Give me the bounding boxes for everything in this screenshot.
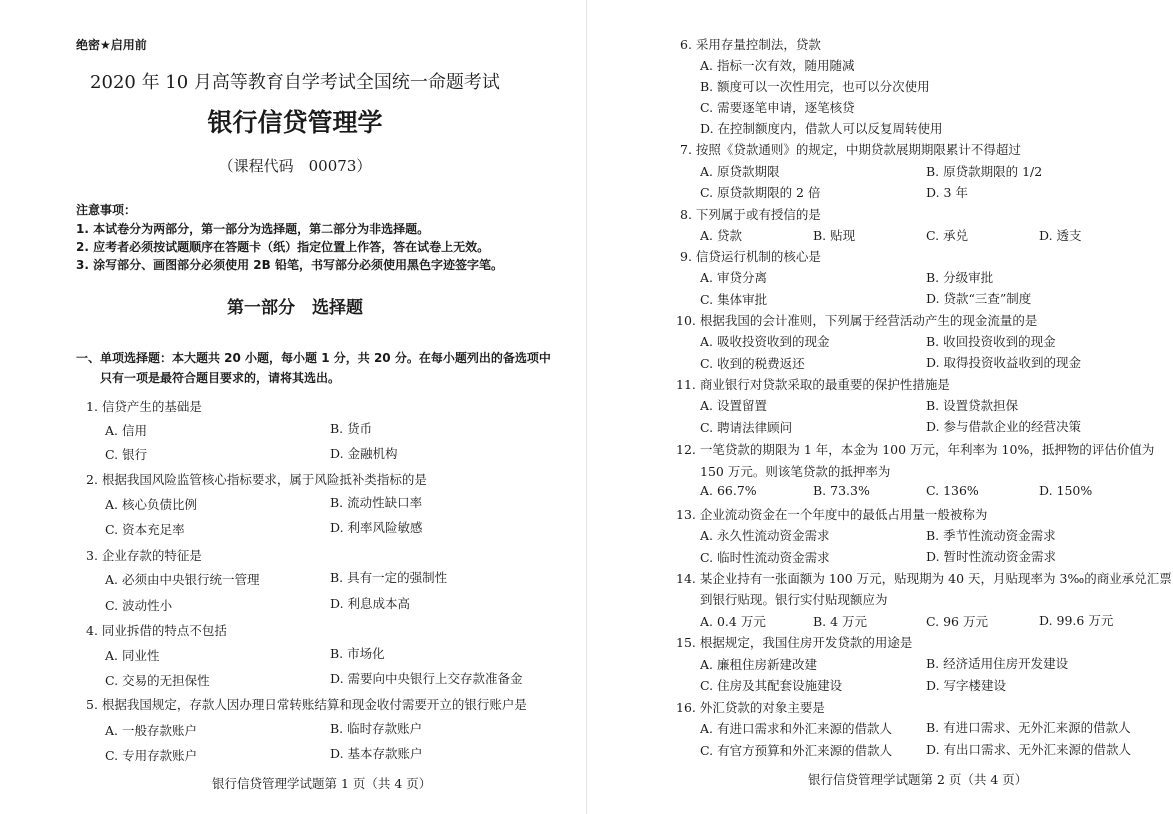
question-stem: 13. 企业流动资金在一个年度中的最低占用量一般被称为 (676, 507, 988, 522)
notice-item: 2. 应考者必须按试题顺序在答题卡（纸）指定位置上作答，答在试卷上无效。 (76, 240, 490, 254)
option: D. 有出口需求、无外汇来源的借款人 (926, 742, 1132, 757)
question-stem-continued: 到银行贴现。银行实付贴现额应为 (700, 592, 888, 607)
page-footer: 银行信贷管理学试题第 2 页（共 4 页） (808, 772, 1028, 787)
option: C. 有官方预算和外汇来源的借款人 (700, 743, 893, 758)
option: C. 需要逐笔申请，逐笔核贷 (700, 100, 855, 115)
option: D. 写字楼建设 (926, 678, 1007, 693)
option: D. 在控制额度内，借款人可以反复周转使用 (700, 121, 943, 136)
option: B. 季节性流动资金需求 (926, 528, 1056, 543)
option: C. 临时性流动资金需求 (700, 550, 830, 565)
exam-page-2 (590, 0, 1173, 814)
option: C. 聘请法律顾问 (700, 420, 793, 435)
option: C. 交易的无担保性 (105, 673, 210, 688)
option: A. 原贷款期限 (700, 164, 780, 179)
option: A. 66.7% (700, 483, 757, 498)
option: D. 基本存款账户 (330, 746, 423, 761)
option: B. 货币 (330, 421, 373, 436)
option: B. 贴现 (813, 228, 856, 243)
option: D. 透支 (1039, 228, 1082, 243)
option: C. 收到的税费返还 (700, 356, 805, 371)
section-instruction: 只有一项是最符合题目要求的，请将其选出。 (100, 371, 341, 385)
option: D. 暂时性流动资金需求 (926, 549, 1057, 564)
question-stem: 9. 信贷运行机制的核心是 (680, 249, 821, 264)
option: B. 73.3% (813, 483, 870, 498)
option: B. 有进口需求、无外汇来源的借款人 (926, 720, 1131, 735)
option: A. 必须由中央银行统一管理 (105, 572, 260, 587)
option: A. 永久性流动资金需求 (700, 528, 830, 543)
notice-item: 1. 本试卷分为两部分，第一部分为选择题，第二部分为非选择题。 (76, 222, 430, 236)
option: B. 额度可以一次性用完，也可以分次使用 (700, 79, 930, 94)
option: C. 住房及其配套设施建设 (700, 678, 843, 693)
question-stem: 15. 根据规定，我国住房开发贷款的用途是 (676, 635, 913, 650)
option: A. 一般存款账户 (105, 723, 197, 738)
option: A. 审贷分离 (700, 270, 767, 285)
option: B. 流动性缺口率 (330, 495, 423, 510)
question-stem: 12. 一笔贷款的期限为 1 年，本金为 100 万元，年利率为 10%，抵押物的评估价值为 (676, 442, 1155, 457)
option: A. 同业性 (105, 648, 160, 663)
question-stem: 14. 某企业持有一张面额为 100 万元，贴现期为 40 天，月贴现率为 3‰的商业承兑汇票 (676, 571, 1172, 586)
option: A. 设置留置 (700, 398, 767, 413)
option: C. 资本充足率 (105, 522, 185, 537)
option: D. 取得投资收益收到的现金 (926, 355, 1082, 370)
option: A. 信用 (105, 423, 147, 438)
question-stem: 8. 下列属于或有授信的是 (680, 207, 821, 222)
option: B. 收回投资收到的现金 (926, 334, 1056, 349)
question-stem: 11. 商业银行对贷款采取的最重要的保护性措施是 (676, 377, 950, 392)
option: D. 需要向中央银行上交存款准备金 (330, 671, 523, 686)
question-stem: 4. 同业拆借的特点不包括 (86, 623, 227, 638)
notice-title: 注意事项： (76, 203, 137, 217)
option: C. 136% (926, 483, 979, 498)
option: A. 有进口需求和外汇来源的借款人 (700, 721, 892, 736)
notice-item: 3. 涂写部分、画图部分必须使用 2B 铅笔，书写部分必须使用黑色字迹签字笔。 (76, 258, 503, 272)
option: D. 利息成本高 (330, 596, 411, 611)
option: B. 分级审批 (926, 270, 994, 285)
option: C. 原贷款期限的 2 倍 (700, 185, 821, 200)
option: B. 具有一定的强制性 (330, 570, 448, 585)
page-footer: 银行信贷管理学试题第 1 页（共 4 页） (212, 776, 432, 791)
question-stem: 5. 根据我国规定，存款人因办理日常转账结算和现金收付需要开立的银行账户是 (86, 697, 527, 712)
exam-title: 2020 年 10 月高等教育自学考试全国统一命题考试 (90, 72, 500, 93)
section-instruction: 一、单项选择题：本大题共 20 小题，每小题 1 分，共 20 分。在每小题列出的备选项中 (76, 351, 551, 365)
option: B. 4 万元 (813, 614, 868, 629)
option: C. 波动性小 (105, 598, 173, 613)
option: D. 3 年 (926, 185, 968, 200)
option: A. 0.4 万元 (700, 614, 766, 629)
option: B. 原贷款期限的 1/2 (926, 164, 1043, 179)
option: C. 96 万元 (926, 614, 988, 629)
question-stem: 1. 信贷产生的基础是 (86, 399, 202, 414)
part-title: 第一部分 选择题 (227, 298, 363, 318)
question-stem: 6. 采用存量控制法，贷款 (680, 37, 821, 52)
option: A. 吸收投资收到的现金 (700, 334, 830, 349)
option: D. 利率风险敏感 (330, 520, 423, 535)
question-stem: 2. 根据我国风险监管核心指标要求，属于风险抵补类指标的是 (86, 472, 427, 487)
option: D. 99.6 万元 (1039, 613, 1114, 628)
option: A. 指标一次有效，随用随减 (700, 58, 855, 73)
option: C. 承兑 (926, 228, 969, 243)
option: A. 核心负债比例 (105, 497, 197, 512)
option: D. 参与借款企业的经营决策 (926, 419, 1082, 434)
option: A. 贷款 (700, 228, 742, 243)
question-stem: 16. 外汇贷款的对象主要是 (676, 700, 825, 715)
option: C. 专用存款账户 (105, 748, 198, 763)
subject-title: 银行信贷管理学 (207, 108, 383, 137)
question-stem: 10. 根据我国的会计准则，下列属于经营活动产生的现金流量的是 (676, 313, 1038, 328)
question-stem-continued: 150 万元。则该笔贷款的抵押率为 (700, 464, 891, 479)
course-code: （课程代码 00073） (218, 157, 372, 175)
option: B. 设置贷款担保 (926, 398, 1019, 413)
secret-label: 绝密★启用前 (76, 38, 147, 52)
option: A. 廉租住房新建改建 (700, 657, 817, 672)
option: C. 银行 (105, 447, 148, 462)
question-stem: 3. 企业存款的特征是 (86, 548, 202, 563)
question-stem: 7. 按照《贷款通则》的规定，中期贷款展期期限累计不得超过 (680, 142, 1021, 157)
option: C. 集体审批 (700, 292, 768, 307)
option: B. 临时存款账户 (330, 721, 423, 736)
option: D. 金融机构 (330, 446, 398, 461)
option: D. 贷款“三查”制度 (926, 291, 1032, 306)
option: B. 市场化 (330, 646, 385, 661)
option: B. 经济适用住房开发建设 (926, 656, 1069, 671)
option: D. 150% (1039, 483, 1093, 498)
